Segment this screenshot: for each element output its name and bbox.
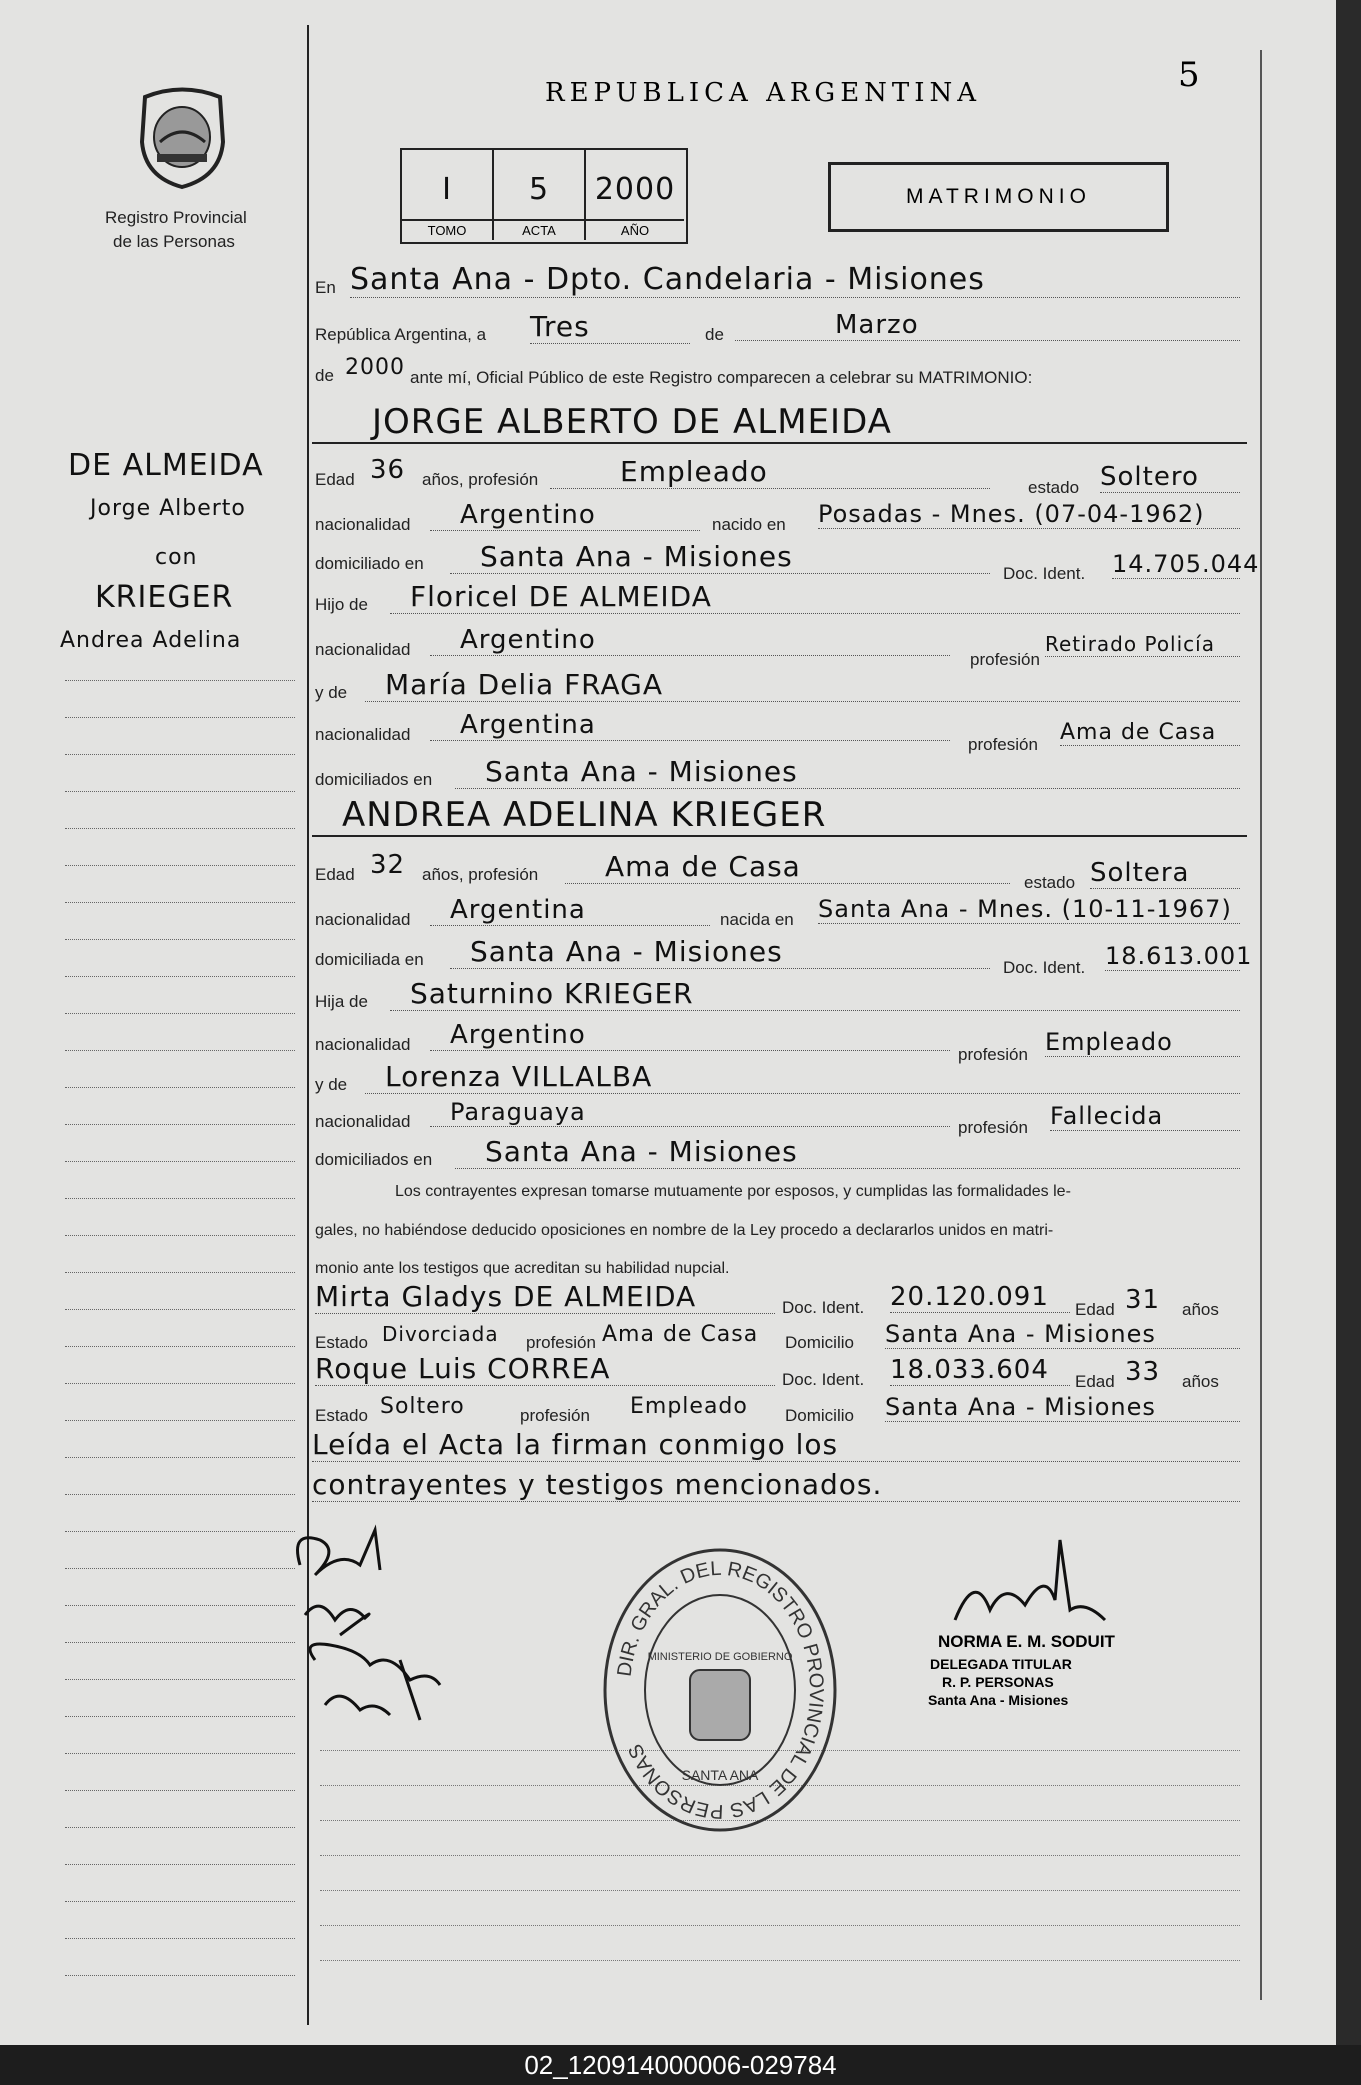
- official-place: Santa Ana - Misiones: [928, 1692, 1069, 1708]
- groom-mother-prof-label: profesión: [968, 735, 1038, 754]
- bride-estado-label: estado: [1024, 873, 1076, 892]
- bride-father-nat-label: nacionalidad: [315, 1035, 411, 1054]
- signatures-left: [280, 1510, 470, 1750]
- bride-nacido-label: nacida en: [720, 910, 794, 929]
- scan-id-footer: 02_120914000006-029784: [524, 2050, 837, 2080]
- bride-father-prof-label: profesión: [958, 1045, 1028, 1064]
- bride-nationality: Argentina: [430, 895, 710, 926]
- act-number-box: [400, 148, 688, 244]
- bride-doc: 18.613.001: [1105, 942, 1253, 970]
- closing-line1: Leída el Acta la firman conmigo los: [312, 1428, 1240, 1462]
- bride-profession: Ama de Casa: [565, 850, 1010, 884]
- official-office: R. P. PERSONAS: [942, 1674, 1054, 1690]
- margin-ruled-line: [65, 1679, 295, 1680]
- anio-cell: [586, 150, 684, 240]
- margin-ruled-line: [65, 1235, 295, 1236]
- witness2-doc-label: Doc. Ident.: [782, 1370, 865, 1389]
- declaration-line1: Los contrayentes expresan tomarse mutuamente por esposos, y cumplidas las formalidades le-: [395, 1183, 1071, 1200]
- margin-ruled-line: [65, 1420, 295, 1421]
- bride-dom-label: domiciliada en: [315, 950, 424, 969]
- month-field: Marzo: [735, 310, 1240, 341]
- groom-mother-nat-label: nacionalidad: [315, 725, 411, 744]
- margin-ruled-line: [65, 1124, 295, 1125]
- margin-surname: DE ALMEIDA: [68, 448, 264, 483]
- official-title: DELEGADA TITULAR: [930, 1656, 1072, 1672]
- main-ruled-line: [320, 1925, 1240, 1926]
- witness2-edad-label: Edad: [1075, 1372, 1115, 1391]
- bride-mother-nat-label: nacionalidad: [315, 1112, 411, 1131]
- groom-mother-nat: Argentina: [430, 710, 950, 741]
- bride-mother-nat: Paraguaya: [430, 1098, 950, 1127]
- margin-ruled-line: [65, 1050, 295, 1051]
- witness1-dom-label: Domicilio: [785, 1333, 854, 1352]
- tomo-value: I: [442, 172, 452, 207]
- groom-doc-label: Doc. Ident.: [1003, 564, 1086, 583]
- witness1-estado-label: Estado: [315, 1333, 368, 1352]
- bride-doc-label: Doc. Ident.: [1003, 958, 1086, 977]
- margin-ruled-line: [65, 1087, 295, 1088]
- en-label: En: [315, 278, 336, 297]
- margin-ruled-line: [65, 1531, 295, 1532]
- groom-nationality: Argentino: [430, 500, 700, 531]
- margin-ruled-line: [65, 828, 295, 829]
- groom-father-prof: Retirado Policía: [1045, 632, 1240, 657]
- witness1-name: Mirta Gladys DE ALMEIDA: [315, 1280, 775, 1314]
- bride-mother: Lorenza VILLALBA: [365, 1060, 1240, 1094]
- margin-given-names: Jorge Alberto: [90, 496, 246, 521]
- bride-mother-prof: Fallecida: [1050, 1102, 1240, 1131]
- witness1-estado: Divorciada: [382, 1322, 499, 1346]
- witness2-name: Roque Luis CORREA: [315, 1352, 775, 1386]
- witness2-estado: Soltero: [380, 1394, 465, 1419]
- groom-father-nat: Argentino: [430, 625, 950, 656]
- margin-ruled-line: [65, 1642, 295, 1643]
- groom-edad-label: Edad: [315, 470, 355, 489]
- registry-name-line1: Registro Provincial: [105, 208, 247, 227]
- bride-edad-label: Edad: [315, 865, 355, 884]
- groom-parents-dom-label: domiciliados en: [315, 770, 433, 789]
- margin-ruled-line: [65, 1901, 295, 1902]
- groom-nacido-label: nacido en: [712, 515, 786, 534]
- margin-ruled-line: [65, 902, 295, 903]
- year-prefix: de: [315, 366, 334, 385]
- de-label: de: [705, 325, 724, 344]
- official-name: NORMA E. M. SODUIT: [938, 1632, 1115, 1651]
- groom-parents-dom: Santa Ana - Misiones: [455, 755, 1240, 789]
- groom-domicile: Santa Ana - Misiones: [450, 540, 990, 574]
- closing-line2: contrayentes y testigos mencionados.: [312, 1468, 1240, 1502]
- margin-ruled-line: [65, 939, 295, 940]
- margin-ruled-line: [65, 1383, 295, 1384]
- bride-name: ANDREA ADELINA KRIEGER: [312, 795, 1247, 837]
- margin-ruled-line: [65, 1346, 295, 1347]
- groom-doc: 14.705.044: [1112, 550, 1260, 578]
- groom-birthplace: Posadas - Mnes. (07-04-1962): [818, 500, 1240, 529]
- main-ruled-line: [320, 1855, 1240, 1856]
- place-field: Santa Ana - Dpto. Candelaria - Misiones: [350, 262, 1240, 298]
- margin-bride-surname: KRIEGER: [95, 580, 234, 615]
- bride-parents-dom: Santa Ana - Misiones: [455, 1135, 1240, 1169]
- groom-father: Floricel DE ALMEIDA: [390, 580, 1240, 614]
- provincial-emblem-icon: [135, 82, 230, 192]
- seal-outer-text: DIR. GRAL. DEL REGISTRO PROVINCIAL DE LAS PERSONAS: [613, 1557, 828, 1823]
- margin-bride-names: Andrea Adelina: [60, 628, 242, 653]
- margin-ruled-line: [65, 1494, 295, 1495]
- margin-ruled-line: [65, 754, 295, 755]
- groom-father-prof-label: profesión: [970, 650, 1040, 669]
- groom-mother: María Delia FRAGA: [365, 668, 1240, 702]
- margin-ruled-line: [65, 1790, 295, 1791]
- main-ruled-line: [320, 1890, 1240, 1891]
- declaration-line2: gales, no habiéndose deducido oposiciones en nombre de la Ley procedo a declararlos unidos en matri-: [315, 1222, 1054, 1239]
- margin-ruled-line: [65, 1568, 295, 1569]
- margin-ruled-line: [65, 1975, 295, 1976]
- margin-ruled-line: [65, 1753, 295, 1754]
- bride-father-label: Hija de: [315, 992, 368, 1011]
- bride-age: 32: [370, 850, 406, 880]
- witness2-age: 33: [1125, 1357, 1161, 1387]
- witness1-age: 31: [1125, 1285, 1161, 1315]
- witness2-domicile: Santa Ana - Misiones: [885, 1393, 1240, 1422]
- tomo-cell: [402, 150, 494, 240]
- margin-ruled-line: [65, 1827, 295, 1828]
- margin-ruled-line: [65, 1309, 295, 1310]
- groom-estado-label: estado: [1028, 478, 1080, 497]
- seal-inner-text: MINISTERIO DE GOBIERNO: [647, 1651, 793, 1663]
- groom-nac-label: nacionalidad: [315, 515, 411, 534]
- margin-con: con: [155, 545, 198, 570]
- margin-ruled-line: [65, 1938, 295, 1939]
- margin-ruled-line: [65, 1864, 295, 1865]
- witness2-profession: Empleado: [630, 1394, 748, 1419]
- margin-ruled-line: [65, 1605, 295, 1606]
- margin-ruled-line: [65, 717, 295, 718]
- witness1-domicile: Santa Ana - Misiones: [885, 1320, 1240, 1349]
- groom-estado: Soltero: [1100, 462, 1240, 493]
- witness1-profession: Ama de Casa: [602, 1322, 759, 1347]
- witness1-anos-label: años: [1182, 1300, 1219, 1319]
- margin-ruled-line: [65, 1013, 295, 1014]
- groom-age: 36: [370, 455, 406, 485]
- bride-estado: Soltera: [1090, 858, 1240, 889]
- registry-name-line2: de las Personas: [113, 232, 235, 251]
- tomo-label: TOMO: [402, 219, 492, 240]
- page-edge: [1336, 0, 1361, 2045]
- witness1-prof-label: profesión: [526, 1333, 596, 1352]
- acta-value: 5: [528, 172, 550, 207]
- witness2-doc: 18.033.604: [890, 1355, 1070, 1386]
- year-field: 2000: [345, 355, 405, 380]
- anio-value: 2000: [594, 172, 676, 207]
- bride-domicile: Santa Ana - Misiones: [450, 935, 990, 969]
- day-field: Tres: [530, 310, 690, 344]
- margin-ruled-line: [65, 865, 295, 866]
- acta-cell: [494, 150, 586, 240]
- witness2-anos-label: años: [1182, 1372, 1219, 1391]
- bride-nac-label: nacionalidad: [315, 910, 411, 929]
- margin-ruled-line: [65, 1198, 295, 1199]
- declaration-line3: monio ante los testigos que acreditan su habilidad nupcial.: [315, 1260, 730, 1277]
- groom-mother-prof: Ama de Casa: [1060, 720, 1240, 746]
- groom-anos-label: años, profesión: [422, 470, 539, 489]
- bride-birthplace: Santa Ana - Mnes. (10-11-1967): [818, 895, 1240, 924]
- act-type-box: MATRIMONIO: [828, 162, 1169, 232]
- groom-profession: Empleado: [550, 455, 990, 489]
- bride-father: Saturnino KRIEGER: [390, 977, 1240, 1011]
- bride-mother-prof-label: profesión: [958, 1118, 1028, 1137]
- anio-label: AÑO: [586, 219, 684, 240]
- acta-label: ACTA: [494, 219, 584, 240]
- witness1-edad-label: Edad: [1075, 1300, 1115, 1319]
- groom-mother-label: y de: [315, 683, 348, 702]
- republic-label: República Argentina, a: [315, 325, 487, 344]
- groom-dom-label: domiciliado en: [315, 554, 424, 573]
- bride-parents-dom-label: domiciliados en: [315, 1150, 433, 1169]
- bride-anos-label: años, profesión: [422, 865, 539, 884]
- page-number: 5: [1178, 55, 1200, 95]
- margin-ruled-line: [65, 1272, 295, 1273]
- bride-father-nat: Argentino: [430, 1020, 950, 1051]
- margin-ruled-line: [65, 1716, 295, 1717]
- bride-father-prof: Empleado: [1045, 1028, 1240, 1057]
- country-title: REPUBLICA ARGENTINA: [545, 78, 982, 108]
- statement-text: ante mí, Oficial Público de este Registro comparecen a celebrar su MATRIMONIO:: [410, 368, 1033, 387]
- witness1-doc: 20.120.091: [890, 1282, 1070, 1313]
- groom-father-nat-label: nacionalidad: [315, 640, 411, 659]
- main-ruled-line: [320, 1960, 1240, 1961]
- margin-ruled-line: [65, 680, 295, 681]
- witness2-estado-label: Estado: [315, 1406, 368, 1425]
- groom-father-label: Hijo de: [315, 595, 368, 614]
- official-seal-icon: [595, 1540, 845, 1840]
- bride-mother-label: y de: [315, 1075, 348, 1094]
- witness2-prof-label: profesión: [520, 1406, 590, 1425]
- margin-ruled-line: [65, 976, 295, 977]
- margin-ruled-line: [65, 791, 295, 792]
- right-margin-line: [1260, 50, 1262, 2000]
- margin-ruled-line: [65, 1457, 295, 1458]
- margin-ruled-line: [65, 1161, 295, 1162]
- witness1-doc-label: Doc. Ident.: [782, 1298, 865, 1317]
- witness2-dom-label: Domicilio: [785, 1406, 854, 1425]
- seal-bottom-text: SANTA ANA: [681, 1767, 759, 1783]
- groom-name: JORGE ALBERTO DE ALMEIDA: [312, 402, 1247, 444]
